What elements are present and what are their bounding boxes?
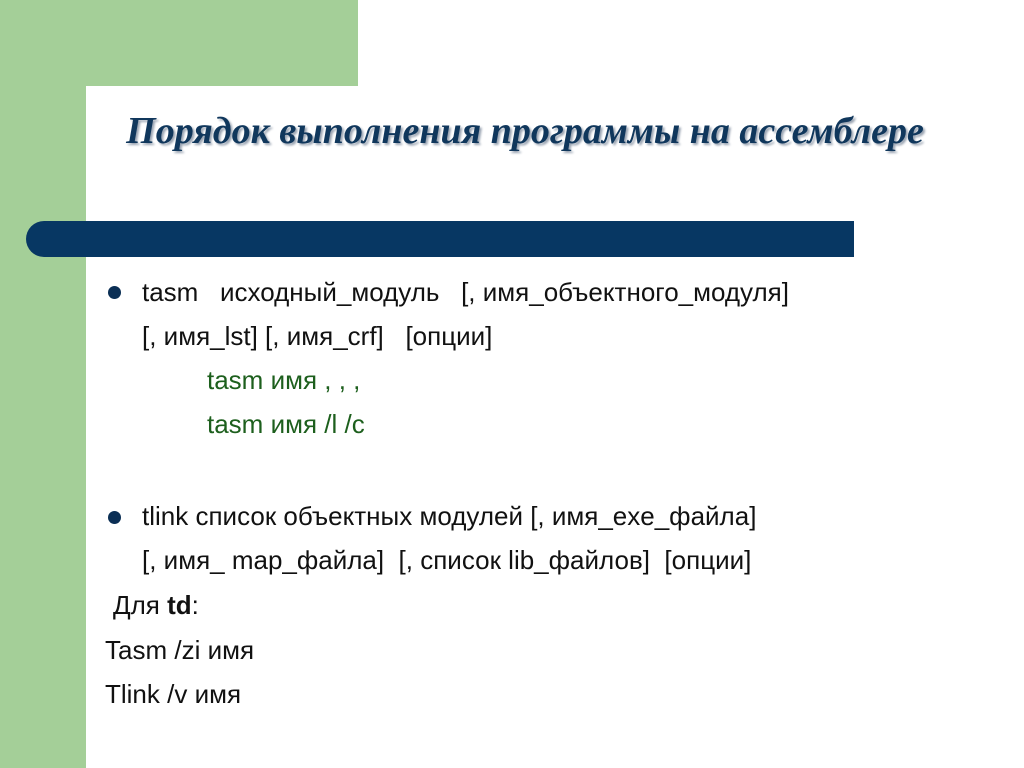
bullet-1-line-2: [, имя_lst] [, имя_crf] [опции]	[142, 321, 493, 351]
final-line-1: Tasm /zi имя	[105, 635, 255, 665]
slide-title: Порядок выполнения программы на ассемблере	[126, 110, 924, 152]
bullet-1-line-1: tasm исходный_модуль [, имя_объектного_модуля]	[142, 277, 789, 307]
bullet-2-line-1: tlink список объектных модулей [, имя_exe_файла]	[142, 501, 757, 531]
bullet-dot-1	[108, 286, 121, 299]
green-sidebar-decoration	[0, 0, 86, 768]
td-bold: td	[167, 590, 192, 620]
title-divider-bar	[26, 221, 854, 257]
green-top-decoration	[0, 0, 358, 86]
td-prefix: Для	[113, 590, 168, 620]
bullet-2-line-2: [, имя_ map_файла] [, список lib_файлов] [опции]	[142, 545, 752, 575]
final-line-2: Tlink /v имя	[105, 679, 242, 709]
bullet-dot-2	[108, 511, 121, 524]
bullet-1-example-1: tasm имя , , ,	[207, 365, 361, 395]
td-suffix: :	[191, 590, 199, 620]
td-label	[113, 589, 199, 621]
bullet-1-example-2: tasm имя /l /c	[207, 409, 365, 439]
